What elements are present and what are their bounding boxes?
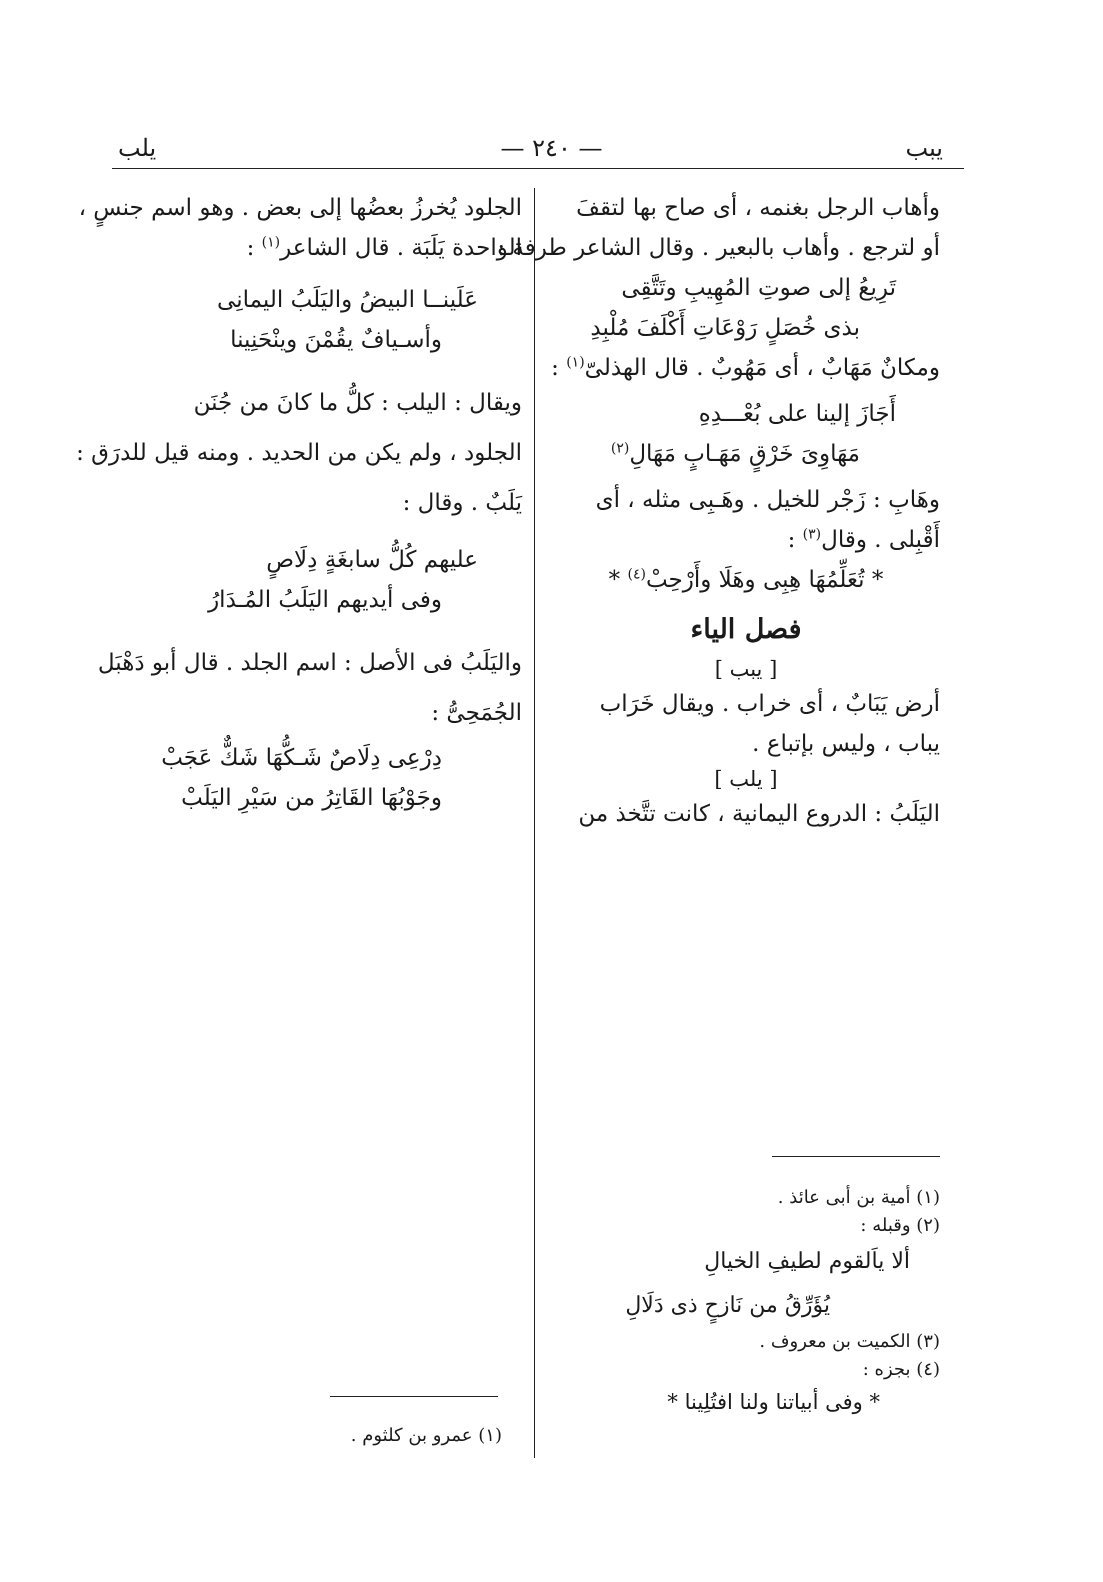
footnote: (١) عمرو بن كلثوم . (350, 1425, 502, 1446)
footnotes-left (112, 1422, 502, 1450)
verse-line: وجَوْبُهَا القَاتِرُ من سَيْرِ اليَلَبْ (181, 785, 442, 811)
text-line: ومكانٌ مَهَابٌ ، أى مَهُوبٌ . قال الهذلىّ$^{(١)}$ : (551, 354, 940, 381)
verse-line: أَجَازَ إلينا على بُعْـــدِهِ (698, 401, 896, 427)
right-column (497, 188, 940, 834)
text-line: الجلود يُخرزُ بعضُها إلى بعض . وهو اسم جنسٍ ، (78, 195, 522, 221)
footnotes-right (552, 1184, 940, 1420)
text-line: أرض يَبَابٌ ، أى خراب . ويقال خَرَاب (599, 691, 940, 717)
verse-line: دِرْعِى دِلَاصٌ شَـكُّهَا شَكٌّ عَجَبْ (161, 745, 442, 771)
footnote-verse: يُؤَرِّقُ من نَازحٍ ذى دَلَالِ (625, 1293, 830, 1318)
entry-heading: [ يلب ] (714, 767, 778, 791)
header-rule (112, 168, 964, 169)
footnote: (٤) بجزه : (862, 1359, 940, 1380)
text-line: أَقْبِلى . وقال$^{(٣)}$ : (787, 526, 940, 553)
verse-line: عَلَينــا البيضُ واليَلَبُ اليمانِى (217, 287, 478, 313)
verse-line: مَهَاوِىَ خَرْقٍ مَهَـابٍ مَهَالِ$^{(٢)}$ (610, 440, 860, 467)
star-verse: * تُعَلِّمُهَا هِبِى وهَلَا وأَرْحِبْ$^{(٤)}$ * (608, 566, 884, 593)
entry-heading: [ يبب ] (714, 657, 778, 681)
footnote-rule (772, 1156, 940, 1157)
footnote-marker: (٤) (627, 566, 646, 583)
footnote-marker: (١) (261, 234, 281, 251)
verse-line: تَرِيعُ إلى صوتِ المُهِيبِ وتَتَّقِى (621, 275, 896, 301)
footnote-marker: (١) (566, 354, 585, 371)
text-line: وأهاب الرجل بغنمه ، أى صاح بها لتقفَ (576, 195, 940, 221)
verse-line: بذى خُصَلٍ رَوْعَاتِ أَكْلَفَ مُلْبِدِ (590, 315, 860, 341)
footnote-star-verse: * وفى أبياتنا ولنا افتُلِينا * (667, 1390, 880, 1414)
text-line: الجُمَحِىُّ : (431, 700, 522, 726)
footnote-marker: (٣) (802, 526, 822, 543)
text-line: الجلود ، ولم يكن من الحديد . ومنه قيل للدرَق : (76, 440, 522, 466)
footnote: (١) أمية بن أبى عائذ . (777, 1187, 940, 1208)
footnote-rule (330, 1396, 498, 1397)
header-right-word: يبب (905, 134, 943, 162)
text-line: الواحدة يَلَبَة . قال الشاعر$^{(١)}$ : (246, 234, 522, 261)
text-line: يباب ، وليس بإتباع . (752, 731, 940, 757)
verse-line: وأسـيافٌ يقُمْنَ وينْحَنِينا (230, 327, 442, 353)
footnote: (٢) وقبله : (860, 1215, 940, 1236)
text-line: ويقال : اليلب : كلُّ ما كانَ من جُنَن (193, 390, 522, 416)
footnote-verse: ألا ياَلقوم لطيفِ الخيالِ (704, 1249, 910, 1274)
text-line: اليَلَبُ : الدروع اليمانية ، كانت تتَّخذ من (578, 801, 940, 827)
text-line: واليَلَبُ فى الأصل : اسم الجلد . قال أبو دَهْبَل (97, 650, 522, 676)
verse-line: عليهم كُلُّ سابغَةٍ دِلَاصٍ (266, 547, 478, 573)
section-title: فصل الياء (690, 614, 802, 645)
column-divider (534, 188, 535, 1458)
footnote-marker: (٢) (610, 440, 630, 457)
text-line: أو لترجع . وأهاب بالبعير . وقال الشاعر طرفة : (497, 235, 940, 261)
page-number: — ٢٤٠ — (500, 134, 603, 162)
text-line: وهَابِ : زَجْر للخيل . وهَـبِى مثله ، أى (595, 487, 940, 513)
text-line: يَلَبٌ . وقال : (402, 490, 522, 516)
footnote: (٣) الكميت بن معروف . (759, 1331, 940, 1352)
header-left-word: يلب (118, 134, 157, 162)
left-column (76, 188, 522, 818)
verse-line: وفى أيديهم اليَلَبُ المُـدَارُ (208, 587, 442, 613)
